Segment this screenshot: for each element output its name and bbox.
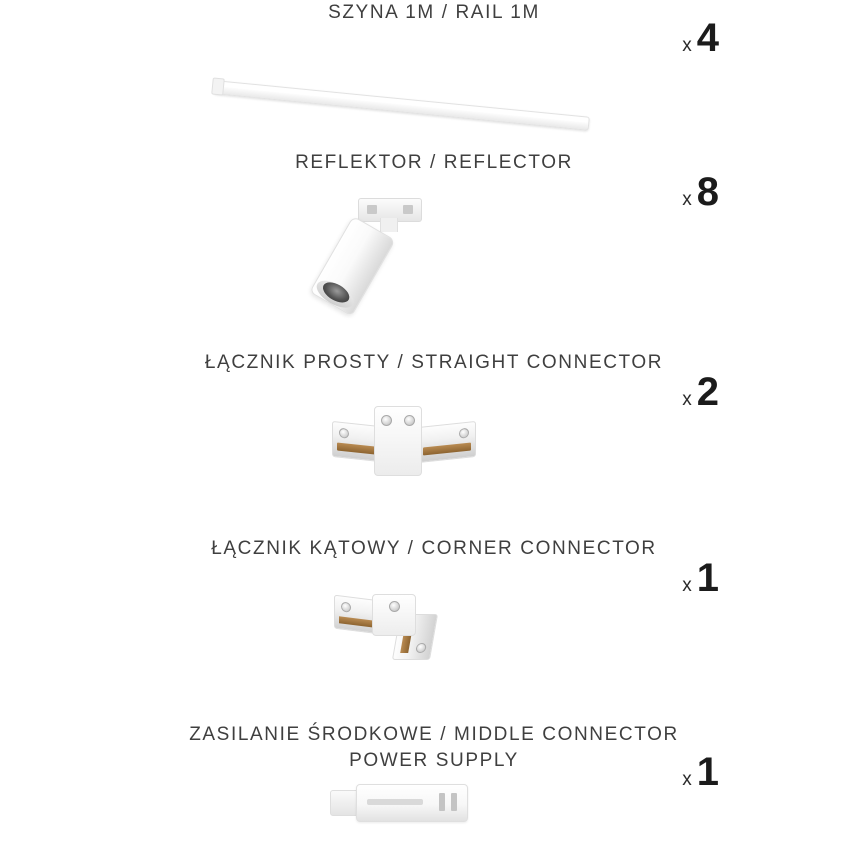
connector-screw-icon: [415, 643, 427, 653]
quantity-prefix: x: [682, 575, 692, 596]
connector-screw-icon: [381, 415, 392, 426]
quantity-value: 8: [696, 170, 718, 214]
quantity-value: 2: [696, 370, 718, 414]
item-header: [0, 0, 868, 60]
rail-end-cap-shape: [211, 77, 225, 95]
power-supply-pin-shape: [451, 793, 457, 811]
spotlight-neck-shape: [380, 218, 398, 232]
item-title: REFLEKTOR / REFLECTOR: [295, 152, 573, 173]
item-title-line1: ZASILANIE ŚRODKOWE / MIDDLE CONNECTOR: [189, 724, 679, 745]
list-item: [0, 0, 868, 150]
power-supply-slot-shape: [367, 799, 423, 805]
power-supply-body-shape: [356, 784, 468, 822]
middle-power-supply-illustration: [0, 774, 868, 814]
corner-body-shape: [372, 594, 416, 636]
quantity-prefix: x: [682, 769, 692, 790]
rail-bar-shape: [213, 80, 590, 131]
connector-screw-icon: [389, 601, 400, 612]
item-title: SZYNA 1M / RAIL 1M: [328, 2, 540, 23]
straight-connector-illustration: [0, 376, 868, 516]
item-header: [0, 150, 868, 214]
quantity-prefix: x: [682, 35, 692, 56]
connector-contact-strip: [423, 442, 471, 455]
track-spotlight-illustration: [0, 176, 868, 326]
item-title: ŁĄCZNIK PROSTY / STRAIGHT CONNECTOR: [204, 352, 664, 373]
quantity-value: 1: [696, 750, 718, 794]
connector-screw-icon: [459, 428, 469, 439]
list-item: [0, 350, 868, 536]
quantity-prefix: x: [682, 389, 692, 410]
list-item: [0, 150, 868, 350]
quantity-prefix: x: [682, 189, 692, 210]
item-title: [114, 722, 754, 774]
list-item: [0, 536, 868, 722]
corner-connector-illustration: [0, 562, 868, 702]
connector-screw-icon: [341, 602, 351, 613]
connector-body-shape: [374, 406, 422, 476]
power-supply-pin-shape: [439, 793, 445, 811]
connector-screw-icon: [339, 428, 349, 439]
quantity-value: 4: [696, 16, 718, 60]
list-item: [0, 722, 868, 868]
item-header: [0, 722, 868, 794]
connector-right-arm-shape: [418, 421, 476, 463]
item-header: [0, 350, 868, 414]
quantity-value: 1: [696, 556, 718, 600]
item-title: ŁĄCZNIK KĄTOWY / CORNER CONNECTOR: [211, 538, 657, 559]
track-rail-illustration: [0, 26, 868, 136]
item-header: [0, 536, 868, 600]
connector-screw-icon: [404, 415, 415, 426]
item-title-line2: POWER SUPPLY: [349, 750, 519, 771]
